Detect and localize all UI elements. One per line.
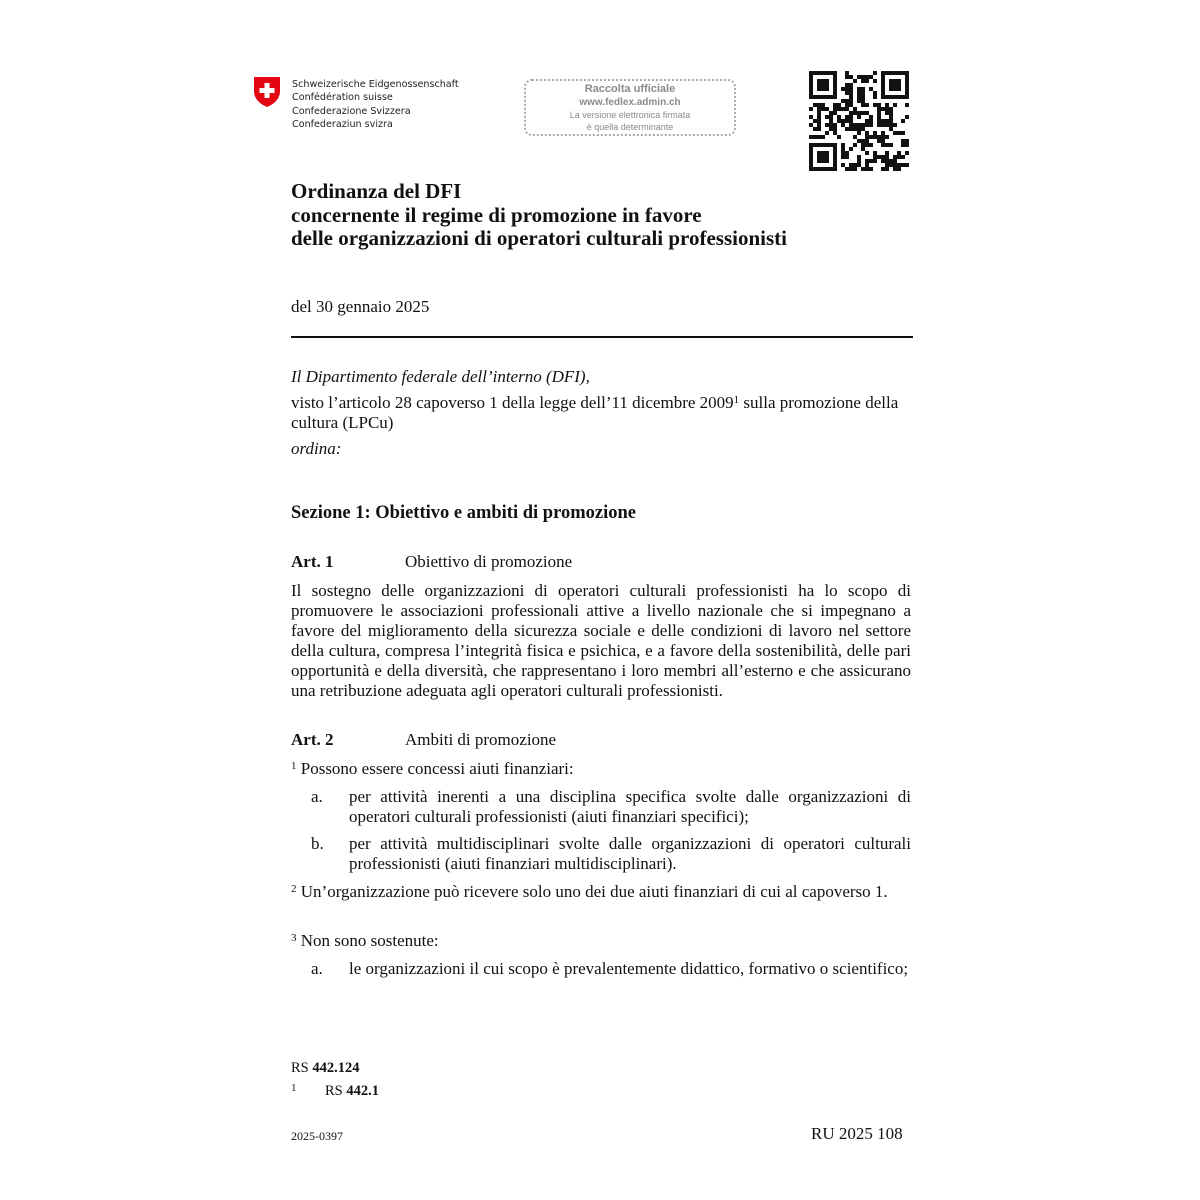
preamble-authority: Il Dipartimento federale dell’interno (DFI),: [291, 367, 590, 386]
list-item: a. per attività inerenti a una disciplina specifica svolte dalle organizzazioni di operatori culturali professionisti (aiuti finanziari specifici);: [311, 787, 911, 826]
official-collection-stamp: [524, 79, 736, 136]
article-2-paragraph-2: $^2$ Un’organizzazione può ricevere solo uno dei due aiuti finanziari di cui al capoverso 1.: [291, 882, 888, 901]
title-line-1: Ordinanza del DFI: [291, 179, 462, 203]
article-2-paragraph-3: $^3$ Non sono sostenute:: [291, 931, 439, 950]
article-1-text: Il sostegno delle organizzazioni di operatori culturali professionisti ha lo scopo di promuovere le associazioni professionali attive a livello nazionale che si impegnano a favore del miglioramento della sicurezza sociale e delle condizioni di lavoro nel settore della cultura, compresa l’integrità fisica e psichica, e a favore della sostenibilità, delle pari opportunità e della diversità, che rappresentano i loro membri all’esterno e che assicurano una retribuzione adeguata agli operatori culturali professionisti.: [291, 581, 911, 700]
footnote-1: 1 RS 442.1: [291, 1082, 379, 1099]
stamp-note-2: è quella determinante: [586, 122, 674, 132]
stamp-title: Raccolta ufficiale: [584, 83, 676, 95]
article-2-paragraph-1: $^1$ Possono essere concessi aiuti finanziari:: [291, 759, 574, 778]
article-2-title: Ambiti di promozione: [405, 730, 557, 749]
confederation-fr: Confédération suisse: [292, 92, 393, 104]
title-divider: [291, 336, 913, 338]
confederation-rm: Confederaziun svizra: [292, 118, 393, 130]
article-1-number: Art. 1: [291, 552, 334, 571]
stamp-note-1: La versione elettronica firmata: [569, 110, 691, 120]
footnotes: [291, 1058, 379, 1101]
article-2-heading: [291, 730, 556, 750]
list-item: a. le organizzazioni il cui scopo è prevalentemente didattico, formativo o scientifico;: [311, 959, 909, 978]
confederation-names: [292, 78, 459, 131]
article-1-heading: [291, 552, 572, 572]
article-1-title: Obiettivo di promozione: [405, 552, 573, 571]
document-date: del 30 gennaio 2025: [291, 297, 430, 316]
confederation-it: Confederazione Svizzera: [292, 105, 411, 117]
title-line-3: delle organizzazioni di operatori culturali professionisti: [291, 226, 787, 250]
document-id: 2025-0397: [291, 1129, 343, 1143]
confederation-de: Schweizerische Eidgenossenschaft: [292, 79, 459, 90]
stamp-url: www.fedlex.admin.ch: [579, 97, 681, 108]
document-title: [291, 180, 911, 251]
footnote-ref-1[interactable]: 1: [733, 394, 740, 406]
preamble-basis: visto l’articolo 28 capoverso 1 della legge dell’11 dicembre 2009$^1$ sulla promozione della cultura (LPCu): [291, 393, 899, 432]
official-collection-reference: RU 2025 108: [811, 1124, 903, 1143]
preamble-decree: ordina:: [291, 439, 342, 458]
title-line-2: concernente il regime di promozione in favore: [291, 202, 702, 227]
preamble: [291, 367, 911, 459]
section-heading: Sezione 1: Obiettivo e ambiti di promozione: [291, 503, 636, 523]
swiss-cross-icon: [253, 76, 281, 108]
rs-reference: RS 442.124: [291, 1060, 360, 1076]
qr-code-icon: [809, 71, 909, 171]
list-item: b. per attività multidisciplinari svolte dalle organizzazioni di operatori culturali professionisti (aiuti finanziari multidisciplinari).: [311, 834, 911, 873]
article-2-number: Art. 2: [291, 730, 334, 749]
